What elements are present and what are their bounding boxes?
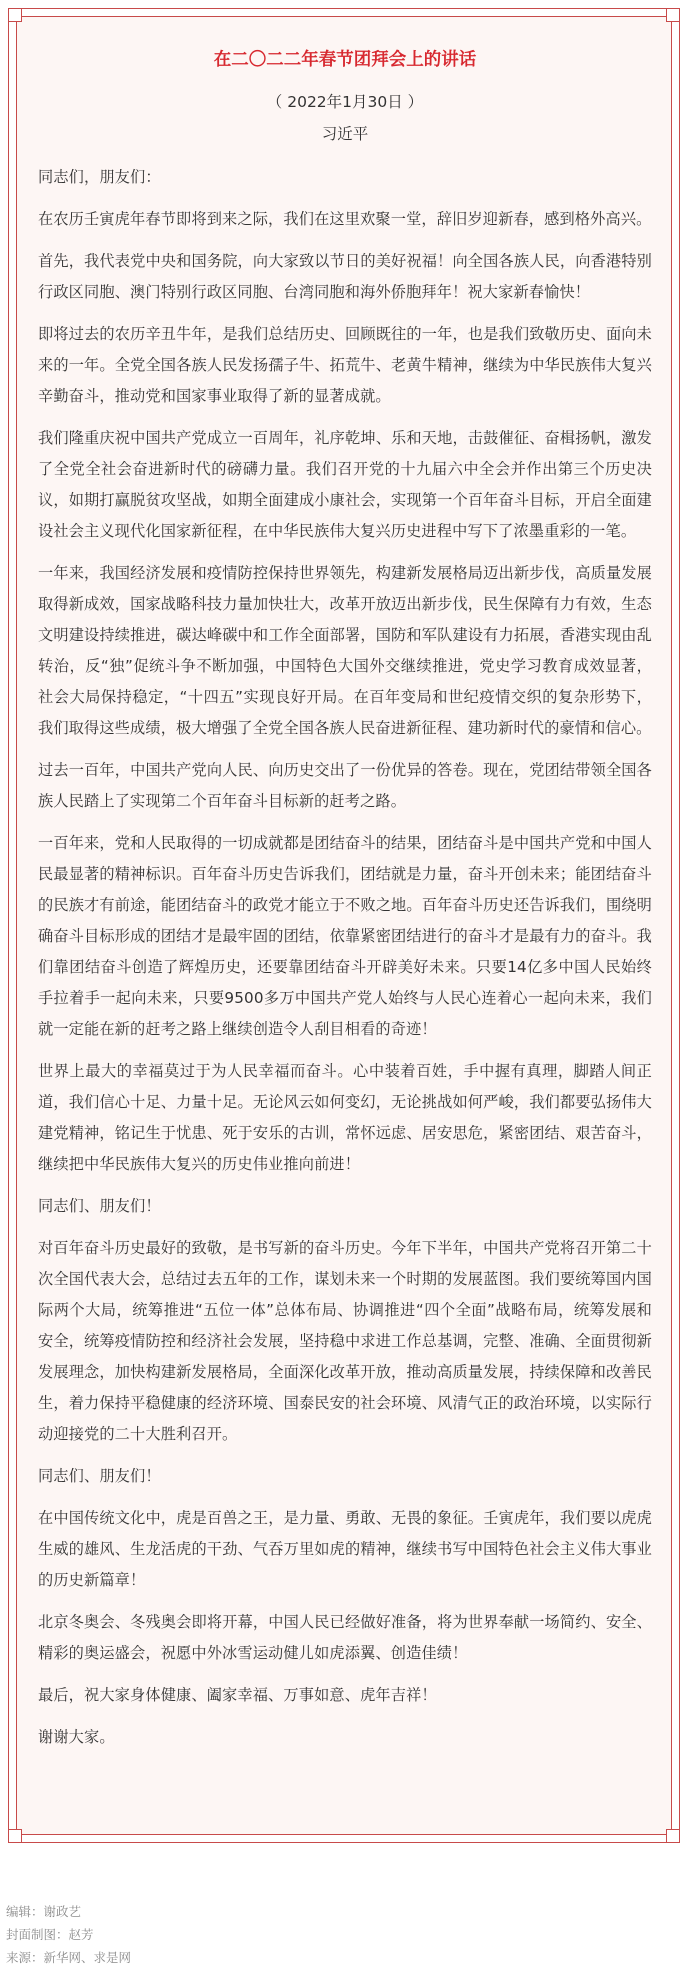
editor-credit: 编辑：谢政艺 xyxy=(6,1904,82,1919)
article-title: 在二〇二二年春节团拜会上的讲话 xyxy=(213,50,477,70)
paragraph-salutation: 同志们、朋友们！ xyxy=(38,1467,161,1485)
corner-ornament-bottom-left xyxy=(8,1829,22,1843)
paragraph: 世界上最大的幸福莫过于为人民幸福而奋斗。心中装着百姓，手中握有真理，脚踏人间正道，我们信心十足、力量十足。无论风云如何变幻，无论挑战如何严峻，我们都要弘扬伟大建党精神，铭记生于忧患、死于安乐的古训，常怀远虑、居安思危，紧密团结、艰苦奋斗，继续把中华民族伟大复兴的历史伟业推向前进！ xyxy=(38,1062,652,1173)
credits-footer xyxy=(6,1900,131,1969)
paragraph: 我们隆重庆祝中国共产党成立一百周年，礼序乾坤、乐和天地，击鼓催征、奋楫扬帆，激发了全党全社会奋进新时代的磅礴力量。我们召开党的十九届六中全会并作出第三个历史决议，如期打赢脱贫攻坚战，如期全面建成小康社会，实现第一个百年奋斗目标，开启全面建设社会主义现代化国家新征程，在中华民族伟大复兴历史进程中写下了浓墨重彩的一笔。 xyxy=(38,429,652,540)
corner-ornament-top-left xyxy=(8,8,22,22)
paragraph: 在中国传统文化中，虎是百兽之王，是力量、勇敢、无畏的象征。壬寅虎年，我们要以虎虎生威的雄风、生龙活虎的干劲、气吞万里如虎的精神，继续书写中国特色社会主义伟大事业的历史新篇章！ xyxy=(38,1509,652,1589)
paragraph: 在农历壬寅虎年春节即将到来之际，我们在这里欢聚一堂，辞旧岁迎新春，感到格外高兴。 xyxy=(38,210,652,228)
paragraph: 即将过去的农历辛丑牛年，是我们总结历史、回顾既往的一年，也是我们致敬历史、面向未来的一年。全党全国各族人民发扬孺子牛、拓荒牛、老黄牛精神，继续为中华民族伟大复兴辛勤奋斗，推动党和国家事业取得了新的显著成就。 xyxy=(38,325,652,405)
paragraph-closing: 谢谢大家。 xyxy=(38,1728,115,1746)
article-author: 习近平 xyxy=(321,125,369,143)
source-credit: 来源：新华网、求是网 xyxy=(6,1950,132,1965)
paragraph-salutation: 同志们、朋友们！ xyxy=(38,1197,161,1215)
paragraph: 北京冬奥会、冬残奥会即将开幕，中国人民已经做好准备，将为世界奉献一场简约、安全、精彩的奥运盛会，祝愿中外冰雪运动健儿如虎添翼、创造佳绩！ xyxy=(38,1613,652,1662)
paragraph: 最后，祝大家身体健康、阖家幸福、万事如意、虎年吉祥！ xyxy=(38,1686,437,1704)
corner-ornament-bottom-right xyxy=(666,1829,680,1843)
paragraph: 一年来，我国经济发展和疫情防控保持世界领先，构建新发展格局迈出新步伐，高质量发展取得新成效，国家战略科技力量加快壮大，改革开放迈出新步伐，民生保障有力有效，生态文明建设持续推进，碳达峰碳中和工作全面部署，国防和军队建设有力拓展，香港实现由乱转治，反“独”促统斗争不断加强，中国特色大国外交继续推进，党史学习教育成效显著，社会大局保持稳定，“十四五”实现良好开局。在百年变局和世纪疫情交织的复杂形势下，我们取得这些成绩，极大增强了全党全国各族人民奋进新征程、建功新时代的豪情和信心。 xyxy=(38,564,652,737)
paragraph-salutation: 同志们，朋友们： xyxy=(38,168,161,186)
paragraph: 过去一百年，中国共产党向人民、向历史交出了一份优异的答卷。现在，党团结带领全国各族人民踏上了实现第二个百年奋斗目标新的赶考之路。 xyxy=(38,761,652,810)
corner-ornament-top-right xyxy=(666,8,680,22)
paragraph: 对百年奋斗历史最好的致敬，是书写新的奋斗历史。今年下半年，中国共产党将召开第二十次全国代表大会，总结过去五年的工作，谋划未来一个时期的发展蓝图。我们要统筹国内国际两个大局，统筹推进“五位一体”总体布局、协调推进“四个全面”战略布局，统筹发展和安全，统筹疫情防控和经济社会发展，坚持稳中求进工作总基调，完整、准确、全面贯彻新发展理念，加快构建新发展格局，全面深化改革开放，推动高质量发展，持续保障和改善民生，着力保持平稳健康的经济环境、国泰民安的社会环境、风清气正的政治环境，以实际行动迎接党的二十大胜利召开。 xyxy=(38,1239,652,1443)
paragraph: 一百年来，党和人民取得的一切成就都是团结奋斗的结果，团结奋斗是中国共产党和中国人民最显著的精神标识。百年奋斗历史告诉我们，团结就是力量，奋斗开创未来；能团结奋斗的民族才有前途，能团结奋斗的政党才能立于不败之地。百年奋斗历史还告诉我们，围绕明确奋斗目标形成的团结才是最牢固的团结，依靠紧密团结进行的奋斗才是最有力的奋斗。我们靠团结奋斗创造了辉煌历史，还要靠团结奋斗开辟美好未来。只要14亿多中国人民始终手拉着手一起向未来，只要9500多万中国共产党人始终与人民心连着心一起向未来，我们就一定能在新的赶考之路上继续创造令人刮目相看的奇迹！ xyxy=(38,834,652,1038)
article-date: （ 2022年1月30日 ） xyxy=(266,93,424,111)
cover-credit: 封面制图：赵芳 xyxy=(6,1927,94,1942)
article-body xyxy=(38,48,652,1764)
paragraph: 首先，我代表党中央和国务院，向大家致以节日的美好祝福！向全国各族人民，向香港特别行政区同胞、澳门特别行政区同胞、台湾同胞和海外侨胞拜年！祝大家新春愉快！ xyxy=(38,252,652,301)
